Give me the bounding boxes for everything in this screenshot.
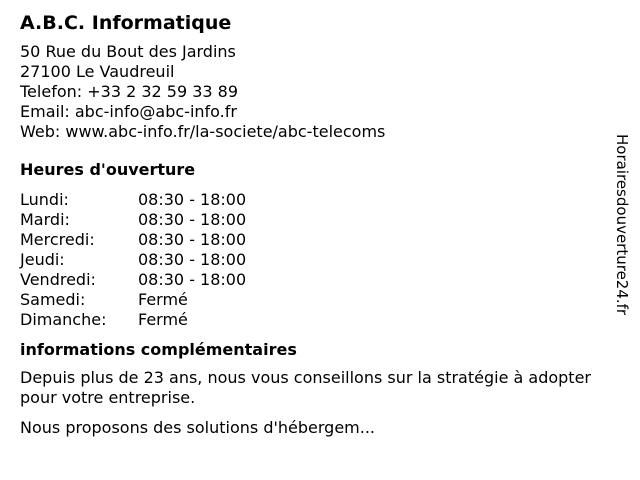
email-line: Email: abc-info@abc-info.fr bbox=[20, 102, 237, 121]
day-label: Lundi: bbox=[20, 190, 69, 209]
day-label: Samedi: bbox=[20, 290, 86, 309]
additional-info-heading: informations complémentaires bbox=[20, 340, 297, 359]
hours-row-thursday bbox=[20, 250, 246, 270]
business-card bbox=[20, 10, 620, 438]
hours-row-sunday bbox=[20, 310, 246, 330]
day-label: Mercredi: bbox=[20, 230, 95, 249]
day-time: Fermé bbox=[138, 290, 188, 309]
day-time: 08:30 - 18:00 bbox=[138, 190, 247, 209]
city-address: 27100 Le Vaudreuil bbox=[20, 62, 175, 81]
day-time: 08:30 - 18:00 bbox=[138, 270, 247, 289]
web-line: Web: www.abc-info.fr/la-societe/abc-telecoms bbox=[20, 122, 386, 141]
day-label: Jeudi: bbox=[20, 250, 65, 269]
street-address: 50 Rue du Bout des Jardins bbox=[20, 42, 236, 61]
day-label: Dimanche: bbox=[20, 310, 107, 329]
hours-row-saturday bbox=[20, 290, 246, 310]
phone-line: Telefon: +33 2 32 59 33 89 bbox=[20, 82, 239, 101]
day-time: 08:30 - 18:00 bbox=[138, 250, 247, 269]
brand-watermark: Horairesdouverture24.fr bbox=[613, 134, 631, 316]
info-paragraph-2: Nous proposons des solutions d'hébergem... bbox=[20, 418, 376, 437]
hours-row-tuesday bbox=[20, 210, 246, 230]
hours-row-friday bbox=[20, 270, 246, 290]
hours-row-monday bbox=[20, 190, 246, 210]
day-time: 08:30 - 18:00 bbox=[138, 230, 247, 249]
opening-hours-table bbox=[20, 190, 246, 330]
opening-hours-heading: Heures d'ouverture bbox=[20, 160, 196, 179]
day-label: Mardi: bbox=[20, 210, 70, 229]
day-time: Fermé bbox=[138, 310, 188, 329]
day-time: 08:30 - 18:00 bbox=[138, 210, 247, 229]
day-label: Vendredi: bbox=[20, 270, 96, 289]
business-name: A.B.C. Informatique bbox=[20, 12, 232, 34]
info-paragraph-1: Depuis plus de 23 ans, nous vous conseillons sur la stratégie à adopter pour votre entreprise. bbox=[20, 368, 591, 407]
hours-row-wednesday bbox=[20, 230, 246, 250]
